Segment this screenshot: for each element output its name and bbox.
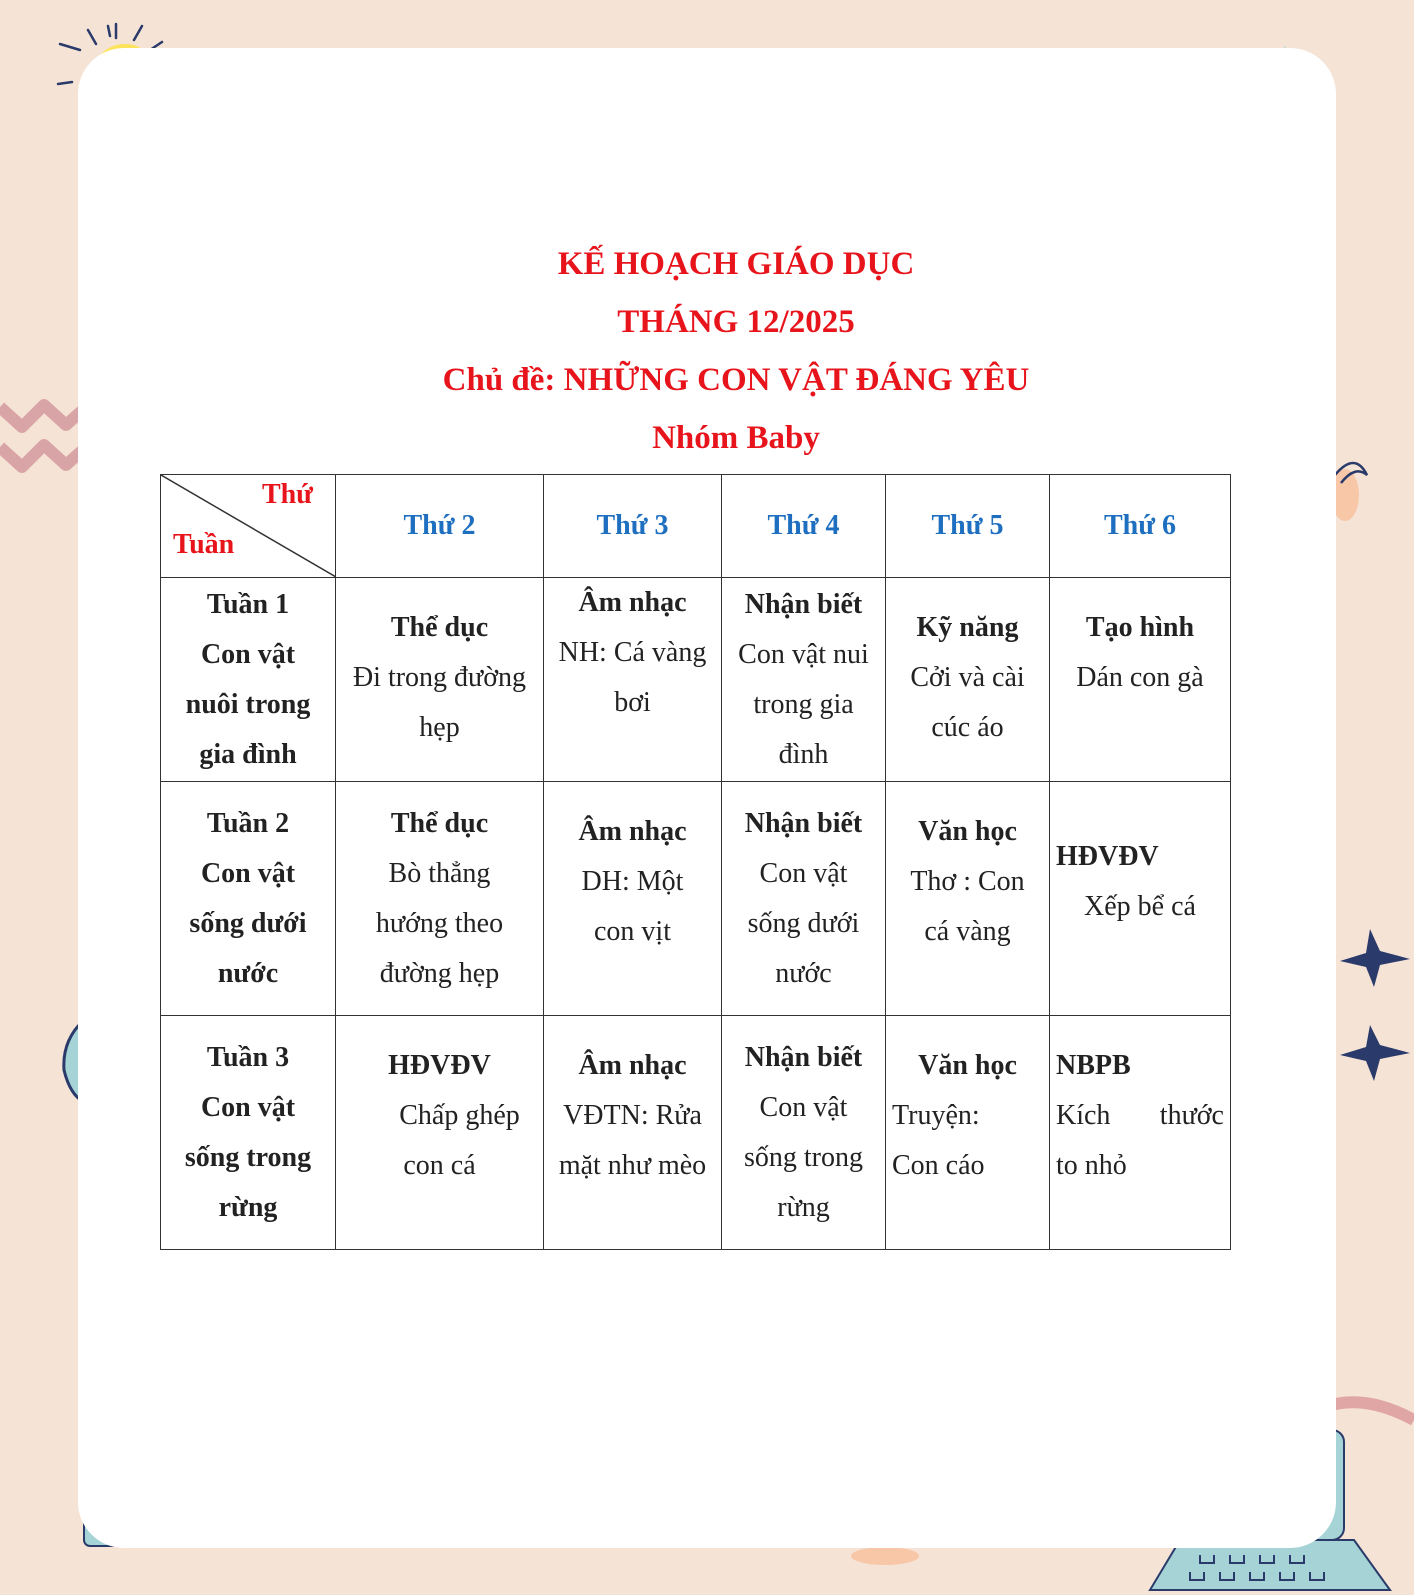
subject: Nhận biết [744, 1041, 863, 1073]
day-header: Thứ 4 [722, 475, 886, 578]
activity-text: Con vật [759, 1091, 848, 1123]
activity-cell [544, 782, 722, 1016]
activity-text: VĐTN: Rửa [563, 1100, 702, 1131]
activity-text: Con vật [759, 857, 848, 889]
activity-text: Thơ : Con [910, 866, 1025, 897]
activity-text: hẹp [419, 712, 460, 743]
week-row [161, 578, 1231, 782]
week-cell [161, 1016, 336, 1250]
schedule-table [160, 474, 1231, 1250]
activity-text: trong gia [753, 688, 854, 720]
week-topic: Con vật [200, 638, 296, 670]
activity-text: cá vàng [924, 916, 1011, 947]
activity-text: đình [778, 738, 829, 770]
week-row [161, 1016, 1231, 1250]
activity-text: bơi [614, 687, 651, 718]
subject: Văn học [918, 1050, 1017, 1081]
activity-cell [886, 1016, 1050, 1250]
activity-cell [1050, 578, 1231, 782]
title-line-2: THÁNG 12/2025 [617, 304, 855, 340]
activity-text: Cởi và cài [910, 662, 1025, 693]
week-label: Tuần 2 [206, 807, 290, 839]
activity-text: rừng [777, 1191, 830, 1223]
subject: Nhận biết [744, 807, 863, 839]
week-cell [161, 782, 336, 1016]
activity-text: Bò thẳng [388, 857, 491, 889]
week-topic: sống trong [184, 1141, 312, 1173]
week-topic: gia đình [199, 738, 297, 770]
activity-cell [336, 782, 544, 1016]
week-topic: nuôi trong [185, 688, 311, 720]
week-cell [161, 578, 336, 782]
activity-text: đường hẹp [379, 957, 500, 989]
activity-cell [722, 1016, 886, 1250]
activity-text: con vịt [594, 916, 671, 947]
subject: Âm nhạc [578, 587, 687, 618]
subject: HĐVĐV [388, 1050, 491, 1081]
activity-cell [886, 782, 1050, 1016]
activity-text: thước [1159, 1100, 1224, 1131]
activity-text: sống dưới [747, 907, 860, 939]
week-topic: Con vật [200, 857, 296, 889]
activity-cell [544, 578, 722, 782]
activity-text: Chấp ghép [399, 1100, 520, 1131]
subject: Kỹ năng [916, 612, 1019, 643]
activity-cell [886, 578, 1050, 782]
subject: NBPB [1056, 1050, 1131, 1081]
corner-cell [161, 475, 336, 578]
subject: Nhận biết [744, 588, 863, 620]
week-topic: rừng [218, 1191, 278, 1223]
activity-text: con cá [403, 1150, 476, 1181]
activity-cell [1050, 1016, 1231, 1250]
title-line-1: KẾ HOẠCH GIÁO DỤC [557, 246, 915, 282]
activity-text: DH: Một [581, 866, 684, 897]
activity-text: Con vật nui [738, 638, 869, 670]
day-header: Thứ 2 [336, 475, 544, 578]
activity-text-row [1056, 1091, 1224, 1141]
activity-text: NH: Cá vàng [558, 637, 707, 668]
week-topic: nước [217, 957, 279, 989]
week-row [161, 782, 1231, 1016]
activity-text: hướng theo [375, 907, 504, 939]
title-group: Nhóm Baby [652, 420, 820, 456]
activity-text: Kích [1056, 1100, 1111, 1131]
airplane-icon [1340, 925, 1414, 1100]
day-header: Thứ 3 [544, 475, 722, 578]
activity-text: mặt như mèo [558, 1150, 707, 1181]
activity-text: nước [775, 957, 832, 989]
week-label: Tuần 1 [206, 588, 290, 620]
week-topic: Con vật [200, 1091, 296, 1123]
activity-cell [1050, 782, 1231, 1016]
activity-text: Dán con gà [1076, 662, 1204, 693]
activity-cell [544, 1016, 722, 1250]
activity-text: Truyện: [892, 1100, 980, 1131]
week-topic: sống dưới [189, 907, 307, 939]
activity-text: Con cáo [892, 1150, 985, 1181]
subject: Tạo hình [1085, 612, 1195, 643]
title-block [0, 235, 1414, 467]
activity-cell [722, 782, 886, 1016]
subject: Văn học [918, 816, 1017, 847]
day-header: Thứ 6 [1050, 475, 1231, 578]
activity-text: Xếp bể cá [1084, 891, 1196, 922]
week-label: Tuần 3 [206, 1041, 290, 1073]
subject: Âm nhạc [578, 1050, 687, 1081]
activity-text: cúc áo [931, 712, 1004, 743]
corner-week-label: Tuần [173, 529, 235, 560]
subject: Thể dục [390, 807, 489, 839]
activity-cell [722, 578, 886, 782]
activity-cell [336, 578, 544, 782]
activity-text: sống trong [744, 1141, 863, 1173]
title-theme: Chủ đề: NHỮNG CON VẬT ĐÁNG YÊU [442, 362, 1030, 398]
header-row [161, 475, 1231, 578]
activity-text: to nhỏ [1056, 1150, 1127, 1181]
corner-day-label: Thứ [261, 479, 313, 510]
subject: Thể dục [390, 612, 489, 643]
subject: Âm nhạc [578, 816, 687, 847]
subject: HĐVĐV [1056, 841, 1159, 872]
activity-cell [336, 1016, 544, 1250]
day-header: Thứ 5 [886, 475, 1050, 578]
activity-text: Đi trong đường [352, 662, 527, 693]
